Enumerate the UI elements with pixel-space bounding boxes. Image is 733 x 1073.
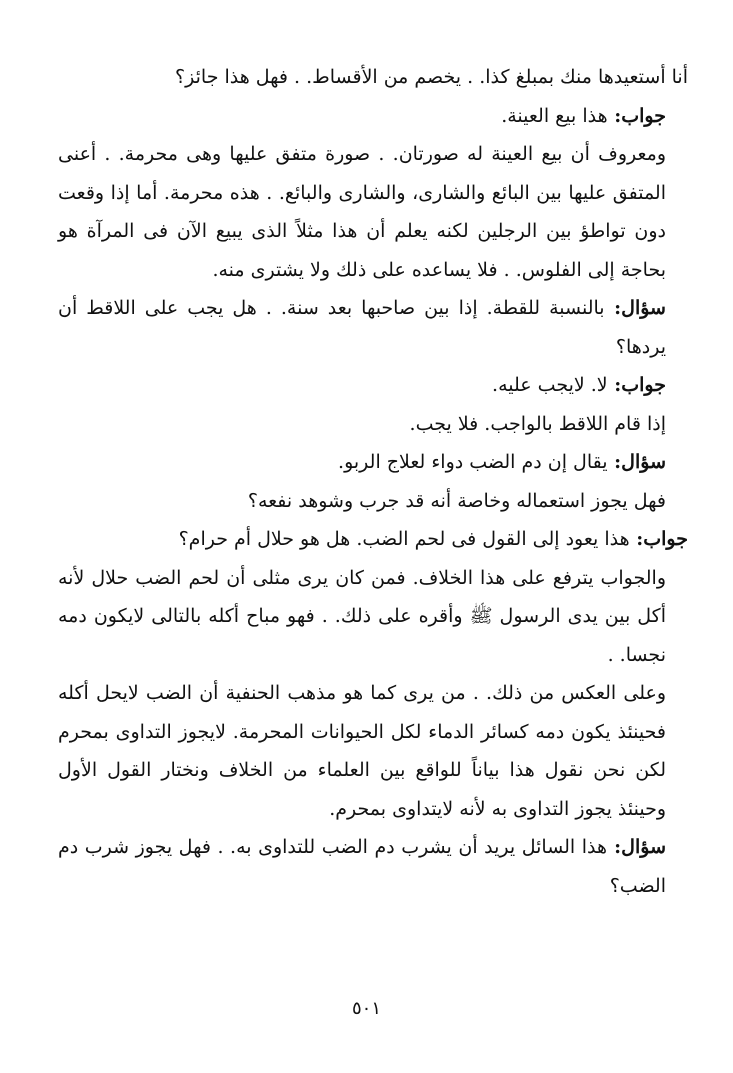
answer-paragraph — [58, 97, 688, 136]
block-text: إذا قام اللاقط بالواجب. فلا يجب. — [409, 412, 666, 435]
question-paragraph — [58, 828, 688, 905]
answer-text: لا. لايجب عليه. — [492, 374, 608, 396]
block-text: وعلى العكس من ذلك. . من يرى كما هو مذهب الحنفية أن الضب لايحل أكله فحينئذ يكون دمه كسائر الدماء لكل الحيوانات المحرمة. لايجوز التداوى بمحرم لكن نحن نقول هذا بياناً للواقع بين العلماء من الخلاف ونختار القول الأول وحينئذ يجوز التداوى به لأنه لايتداوى بمحرم. — [58, 682, 666, 820]
question-paragraph — [58, 443, 688, 482]
question-text: يقال إن دم الضب دواء لعلاج الربو. — [338, 451, 608, 473]
paragraph — [58, 674, 688, 828]
paragraph — [58, 559, 688, 675]
block-text: ومعروف أن بيع العينة له صورتان. . صورة متفق عليها وهى محرمة. . أعنى المتفق عليها بين البائع والشارى، والشارى والبائع. . هذه محرمة. أما إذا وقعت دون تواطؤ بين الرجلين لكنه يعلم أن هذا مثلاً الذى يبيع الآن فى المرآة هو بحاجة إلى الفلوس. . فلا يساعده على ذلك ولا يشترى منه. — [58, 143, 666, 281]
paragraph — [58, 405, 688, 444]
question-paragraph — [58, 289, 688, 366]
paragraph — [58, 135, 688, 289]
question-text: هذا السائل يريد أن يشرب دم الضب للتداوى به. . فهل يجوز شرب دم الضب؟ — [58, 836, 666, 897]
answer-label: جواب: — [614, 104, 666, 127]
question-label: سؤال: — [614, 836, 666, 858]
answer-text: هذا يعود إلى القول فى لحم الضب. هل هو حلال أم حرام؟ — [178, 528, 630, 550]
page-text — [58, 58, 688, 905]
paragraph — [58, 482, 688, 521]
block-text: أنا أستعيدها منك بمبلغ كذا. . يخصم من الأقساط. . فهل هذا جائز؟ — [175, 66, 688, 88]
block-text: فهل يجوز استعماله وخاصة أنه قد جرب وشوهد نفعه؟ — [247, 489, 666, 512]
answer-label: جواب: — [614, 374, 666, 396]
answer-paragraph — [58, 520, 688, 559]
answer-label: جواب: — [636, 528, 688, 550]
answer-paragraph — [58, 366, 688, 405]
question-label: سؤال: — [614, 297, 666, 319]
question-label: سؤال: — [614, 451, 666, 473]
question-text: بالنسبة للقطة. إذا بين صاحبها بعد سنة. . هل يجب على اللاقط أن يردها؟ — [58, 297, 666, 358]
paragraph — [58, 58, 688, 97]
page-number: ٥٠١ — [351, 998, 381, 1019]
answer-text: هذا بيع العينة. — [501, 104, 608, 127]
block-text: والجواب يترفع على هذا الخلاف. فمن كان يرى مثلى أن لحم الضب حلال لأنه أكل بين يدى الرسول ﷺ وأقره على ذلك. . فهو مباح أكله بالتالى لايكون دمه نجسا. . — [58, 566, 666, 666]
